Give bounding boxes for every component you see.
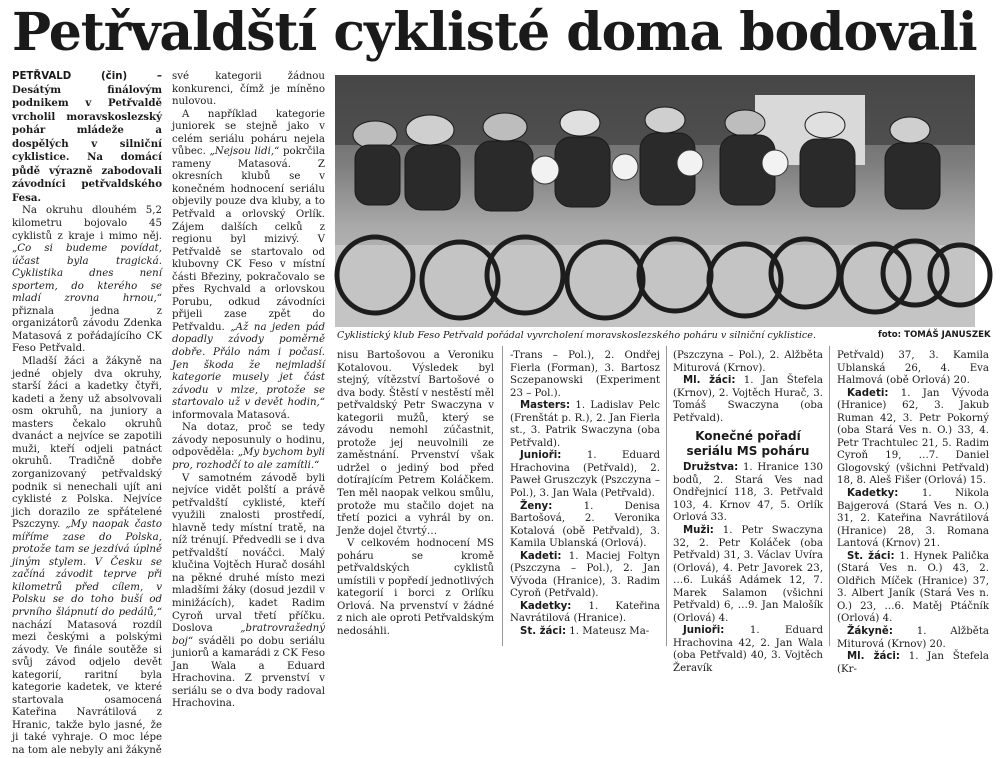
results-entry: -Trans – Pol.), 2. Ondřej Fierla (Forman), 3. Bartosz Sczepanowski (Experiment 23 – Pol.).	[510, 350, 660, 399]
cyclists-photo-image	[335, 75, 975, 327]
results-entry: Junioři: 1. Eduard Hrachovina 42, 2. Jan Wala (oba Petřvald) 40, 3. Vojtěch Žeravík	[673, 625, 823, 675]
dateline: PETŘVALD (čin) –	[12, 71, 162, 82]
lead-paragraph	[12, 71, 162, 205]
results-column-1	[510, 350, 660, 647]
photo-caption: Cyklistický klub Feso Petřvald pořádal vyvrcholení moravskoslezského poháru v silniční cyklistice.	[337, 330, 817, 341]
results-entry: Družstva: 1. Hranice 130 bodů, 2. Stará Ves nad Ondřejnicí 118, 3. Petřvald 103, 4. Krnov 47, 5. Orlík Orlová 33.	[673, 462, 823, 524]
article-column-3	[337, 350, 494, 647]
results-entry: Žákyně: 1. Alžběta Miturová (Krnov) 20.	[837, 626, 989, 650]
results-entry: Kadeti: 1. Jan Vývoda (Hranice) 62, 3. Jakub Ruman 42, 3. Petr Pokorný (oba Stará Ves n. O.) 33, 4. Petr Trachtulec 21, 5. Radim Cyroň 19, …7. Daniel Glogovský (všichni Petřvald) 18, 8. Aleš Fišer (Orlová) 15.	[837, 387, 989, 487]
results-entry: Junioři: 1. Eduard Hrachovina (Petřvald), 2. Paweł Gruszczyk (Pszczyna – Pol.), 3. Jan Wala (Petřvald).	[510, 450, 660, 500]
standings-subhead: Konečné pořadí seriálu MS poháru	[686, 429, 810, 459]
paragraph: Mladší žáci a žákyně na jedné objely dva okruhy, starší žáci a kadetky čtyři, kadeti a ženy už absolvovali osm okruhů, na juniory a masters čekalo okruhů dvanáct a nejvíce se zapotili muži, kteří odjeli patnáct okruhů. Tradičně dobře zorganizovaný petřvaldský podnik si nenechali ujít ani cyklisté z Polska. Nejvíce jich dorazilo ze spřátelené Pszczyny. „My naopak často míříme zase do Polska, protože tam se jezdívá úplně jiným stylem. V Česku se začíná závodit teprve při kilometrů před cílem, v Polsku se do toho buší od prvního šlápnutí do pedálů,“ nachází Matasová rozdíl mezi českými a polskými závody. Ve finále soutěže si svůj závod odjelo devět kategorií, raritní byla kategorie kadetek, ve které startovala osamocená Kateřina Navrátilová z Hranic, takže bylo jasné, že ji také vyhraje. O moc lépe na tom ale nebyly ani žákyně	[12, 356, 162, 756]
results-entry: Kadeti: 1. Maciej Foltyn (Pszczyna – Pol.), 2. Jan Vývoda (Hranice), 3. Radim Cyroň (Petřvald).	[510, 550, 660, 600]
article-column-2	[172, 71, 325, 710]
lead-text: Desátým finálovým podnikem v Petřvaldě vrcholil moravskoslezský pohár mládeže a dospělých v silniční cyklistice. Na domácí půdě výrazně zabodovali závodníci petřvaldského Fesa.	[12, 83, 162, 204]
headline: Petřvaldští cyklisté doma bodovali	[12, 2, 977, 63]
results-entry: Kadetky: 1. Kateřina Navrátilová (Hranice).	[510, 600, 660, 625]
paragraph: V samotném závodě byli nejvíce vidět polští a právě petřvaldští cyklisté, kteří využili znalosti prostředí, hlavně tedy místní tratě, na níž trénují. Předvedli se i dva petřvaldští nováčci. Malý klučina Vojtěch Hurač dosáhl na pěkné druhé místo mezi mladšími žáky (dosud jezdil v minižácích), kadet Radim Cyroň urval třetí příčku. Doslova „bratrovražedný boj“ sváděli po dobu seriálu juniorů a kamarádi z CK Feso Jan Wala a Eduard Hrachovina. Z prvenství v seriálu se o dva body radoval Hrachovina.	[172, 472, 325, 710]
results-entry: (Pszczyna – Pol.), 2. Alžběta Miturová (Krnov).	[673, 350, 823, 374]
results-entry: Kadetky: 1. Nikola Bajgerová (Stará Ves n. O.) 31, 2. Kateřina Navrátilová (Hranice) 28, 3. Romana Lantová (Krnov) 21.	[837, 488, 989, 550]
paragraph: Na dotaz, proč se tedy závody neposunuly o hodinu, odpověděla: „My bychom byli pro, rozhodčí to ale zamítli.“	[172, 422, 325, 471]
paragraph: Na okruhu dlouhém 5,2 kilometru bojovalo 45 cyklistů z kraje i mimo něj. „Co si budeme povídat, účast byla tragická. Cyklistika dnes není sportem, do kterého se mladí zrovna hrnou,“ přiznala jedna z organizátorů závodu Zdenka Matasová z pořádajícího CK Feso Petřvald.	[12, 205, 162, 355]
paragraph: V celkovém hodnocení MS poháru se kromě petřvaldských cyklistů umístili v popředí jednotlivých kategorií i borci z Orlíku Orlová. Na prvenství v žádné z nich ale oproti Petřvaldským nedosáhli.	[337, 538, 494, 638]
results-entry: Petřvald) 37, 3. Kamila Ublanská 26, 4. Eva Halmová (obě Orlová) 20.	[837, 350, 989, 387]
results-entry: Ženy: 1. Denisa Bartošová, 2. Veronika Kotalová (obě Petřvald), 3. Kamila Ublanská (Orlová).	[510, 500, 660, 550]
paragraph: své kategorii žádnou konkurenci, čímž je míněno nulovou.	[172, 71, 325, 108]
results-entry: St. žáci: 1. Hynek Palička (Stará Ves n. O.) 43, 2. Oldřich Míček (Hranice) 37, 3. Albert Janík (Stará Ves n. O.) 23, …6. Matěj Ptáčník (Orlová) 4.	[837, 550, 989, 625]
photo-credit: foto: TOMÁŠ JANUSZEK	[878, 330, 991, 340]
results-entry: St. žáci: 1. Mateusz Ma-	[520, 626, 650, 638]
results-entry: Ml. žáci: 1. Jan Štefela (Krnov), 2. Vojtěch Hurač, 3. Tomáš Swaczyna (oba Petřvald).	[673, 375, 823, 424]
results-entry: Ml. žáci: 1. Jan Štefela (Kr-	[837, 651, 989, 675]
column-divider	[666, 346, 667, 646]
results-entry: Muži: 1. Petr Swaczyna 32, 2. Petr Koláček (oba Petřvald) 31, 3. Václav Uvíra (Orlová), 4. Petr Javorek 23, …6. Lukáš Adámek 12, 7. Marek Salamon (všichni Petřvald) 6, …9. Jan Malošík (Orlová) 4.	[673, 525, 823, 624]
column-divider	[502, 346, 503, 646]
paragraph: A například kategorie juniorek se stejně jako v celém seriálu poháru nejela vůbec. „Nejsou lidi,“ pokrčila rameny Matasová. Z okresních klubů se v konečném hodnocení seriálu objevily pouze dva kluby, a to Petřvald a orlovský Orlík. Zájem dalších celků z regionu byl mizivý. V Petřvaldě se startovalo od klubovny CK Feso v místní části Březiny, pokračovalo se přes Rychvald a orlovskou Porubu, odkud závodníci přijeli zase zpět do Petřvaldu. „Až na jeden pád dopadly závody poměrně dobře. Přálo nám i počasí. Jen škoda že nejmladší kategorie musely jet část závodu v mlze, protože se startovalo už v devět hodin,“ informovala Matasová.	[172, 108, 325, 421]
results-entry: Masters: 1. Ladislav Pelc (Frenštát p. R.), 2. Jan Fierla st., 3. Patrik Swaczyna (oba Petřvald).	[510, 400, 660, 449]
article-column-1	[12, 71, 162, 756]
results-column-2	[673, 350, 823, 675]
results-column-3	[837, 350, 989, 675]
paragraph: nisu Bartošovou a Veroniku Kotalovou. Výsledek byl stejný, vítězství Bartošové o dva body. Štěstí v nestěstí měl petřvaldský Petr Swaczyna v kategorii mužů, který se závodu nemohl zúčastnit, protože jej neuvolnili ze zaměstnání. Prvenství však udržel o jediný bod před dotírajícím Petrem Koláčkem. Ten měl naopak velkou smůlu, protože mu stačilo dojet na třetí pozici a vyhrál by on. Jenže dojel čtvrtý…	[337, 350, 494, 537]
cyclists-photo	[335, 75, 975, 327]
column-divider	[829, 346, 830, 646]
